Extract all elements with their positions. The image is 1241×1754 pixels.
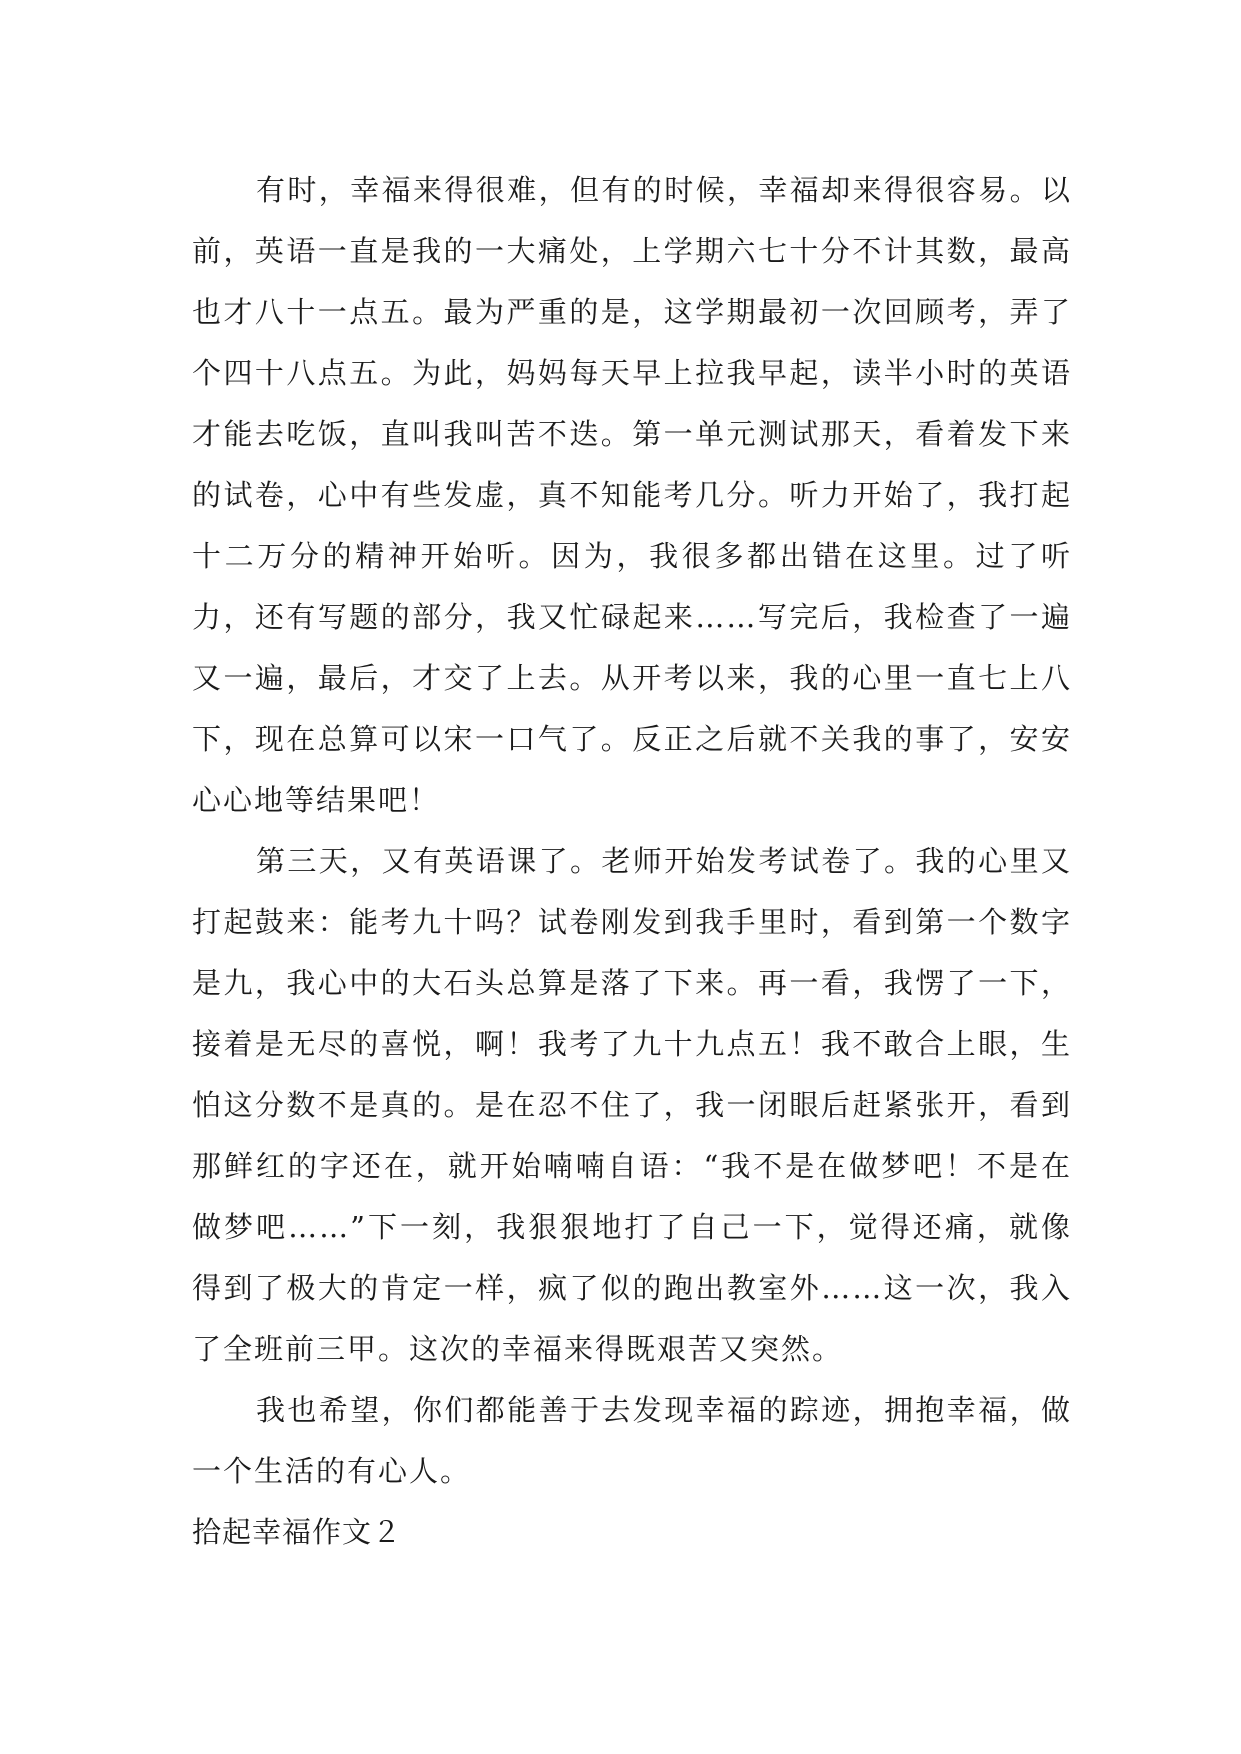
- paragraph-2: 第三天，又有英语课了。老师开始发考试卷了。我的心里又打起鼓来：能考九十吗？试卷刚发到我手里时，看到第一个数字是九，我心中的大石头总算是落了下来。再一看，我愣了一下，接着是无尽的喜悦，啊！我考了九十九点五！我不敢合上眼，生怕这分数不是真的。是在忍不住了，我一闭眼后赶紧张开，看到那鲜红的字还在，就开始喃喃自语：“我不是在做梦吧！不是在做梦吧……”下一刻，我狠狠地打了自己一下，觉得还痛，就像得到了极大的肯定一样，疯了似的跑出教室外……这一次，我入了全班前三甲。这次的幸福来得既艰苦又突然。: [192, 844, 1072, 1366]
- section-heading: 拾起幸福作文２: [192, 1515, 403, 1549]
- document-body: [192, 160, 1072, 1563]
- paragraph-3: 我也希望，你们都能善于去发现幸福的踪迹，拥抱幸福，做一个生活的有心人。: [192, 1393, 1072, 1488]
- paragraph-1: 有时，幸福来得很难，但有的时候，幸福却来得很容易。以前，英语一直是我的一大痛处，上学期六七十分不计其数，最高也才八十一点五。最为严重的是，这学期最初一次回顾考，弄了个四十八点五。为此，妈妈每天早上拉我早起，读半小时的英语才能去吃饭，直叫我叫苦不迭。第一单元测试那天，看着发下来的试卷，心中有些发虚，真不知能考几分。听力开始了，我打起十二万分的精神开始听。因为，我很多都出错在这里。过了听力，还有写题的部分，我又忙碌起来……写完后，我检查了一遍又一遍，最后，才交了上去。从开考以来，我的心里一直七上八下，现在总算可以宋一口气了。反正之后就不关我的事了，安安心心地等结果吧！: [192, 173, 1072, 817]
